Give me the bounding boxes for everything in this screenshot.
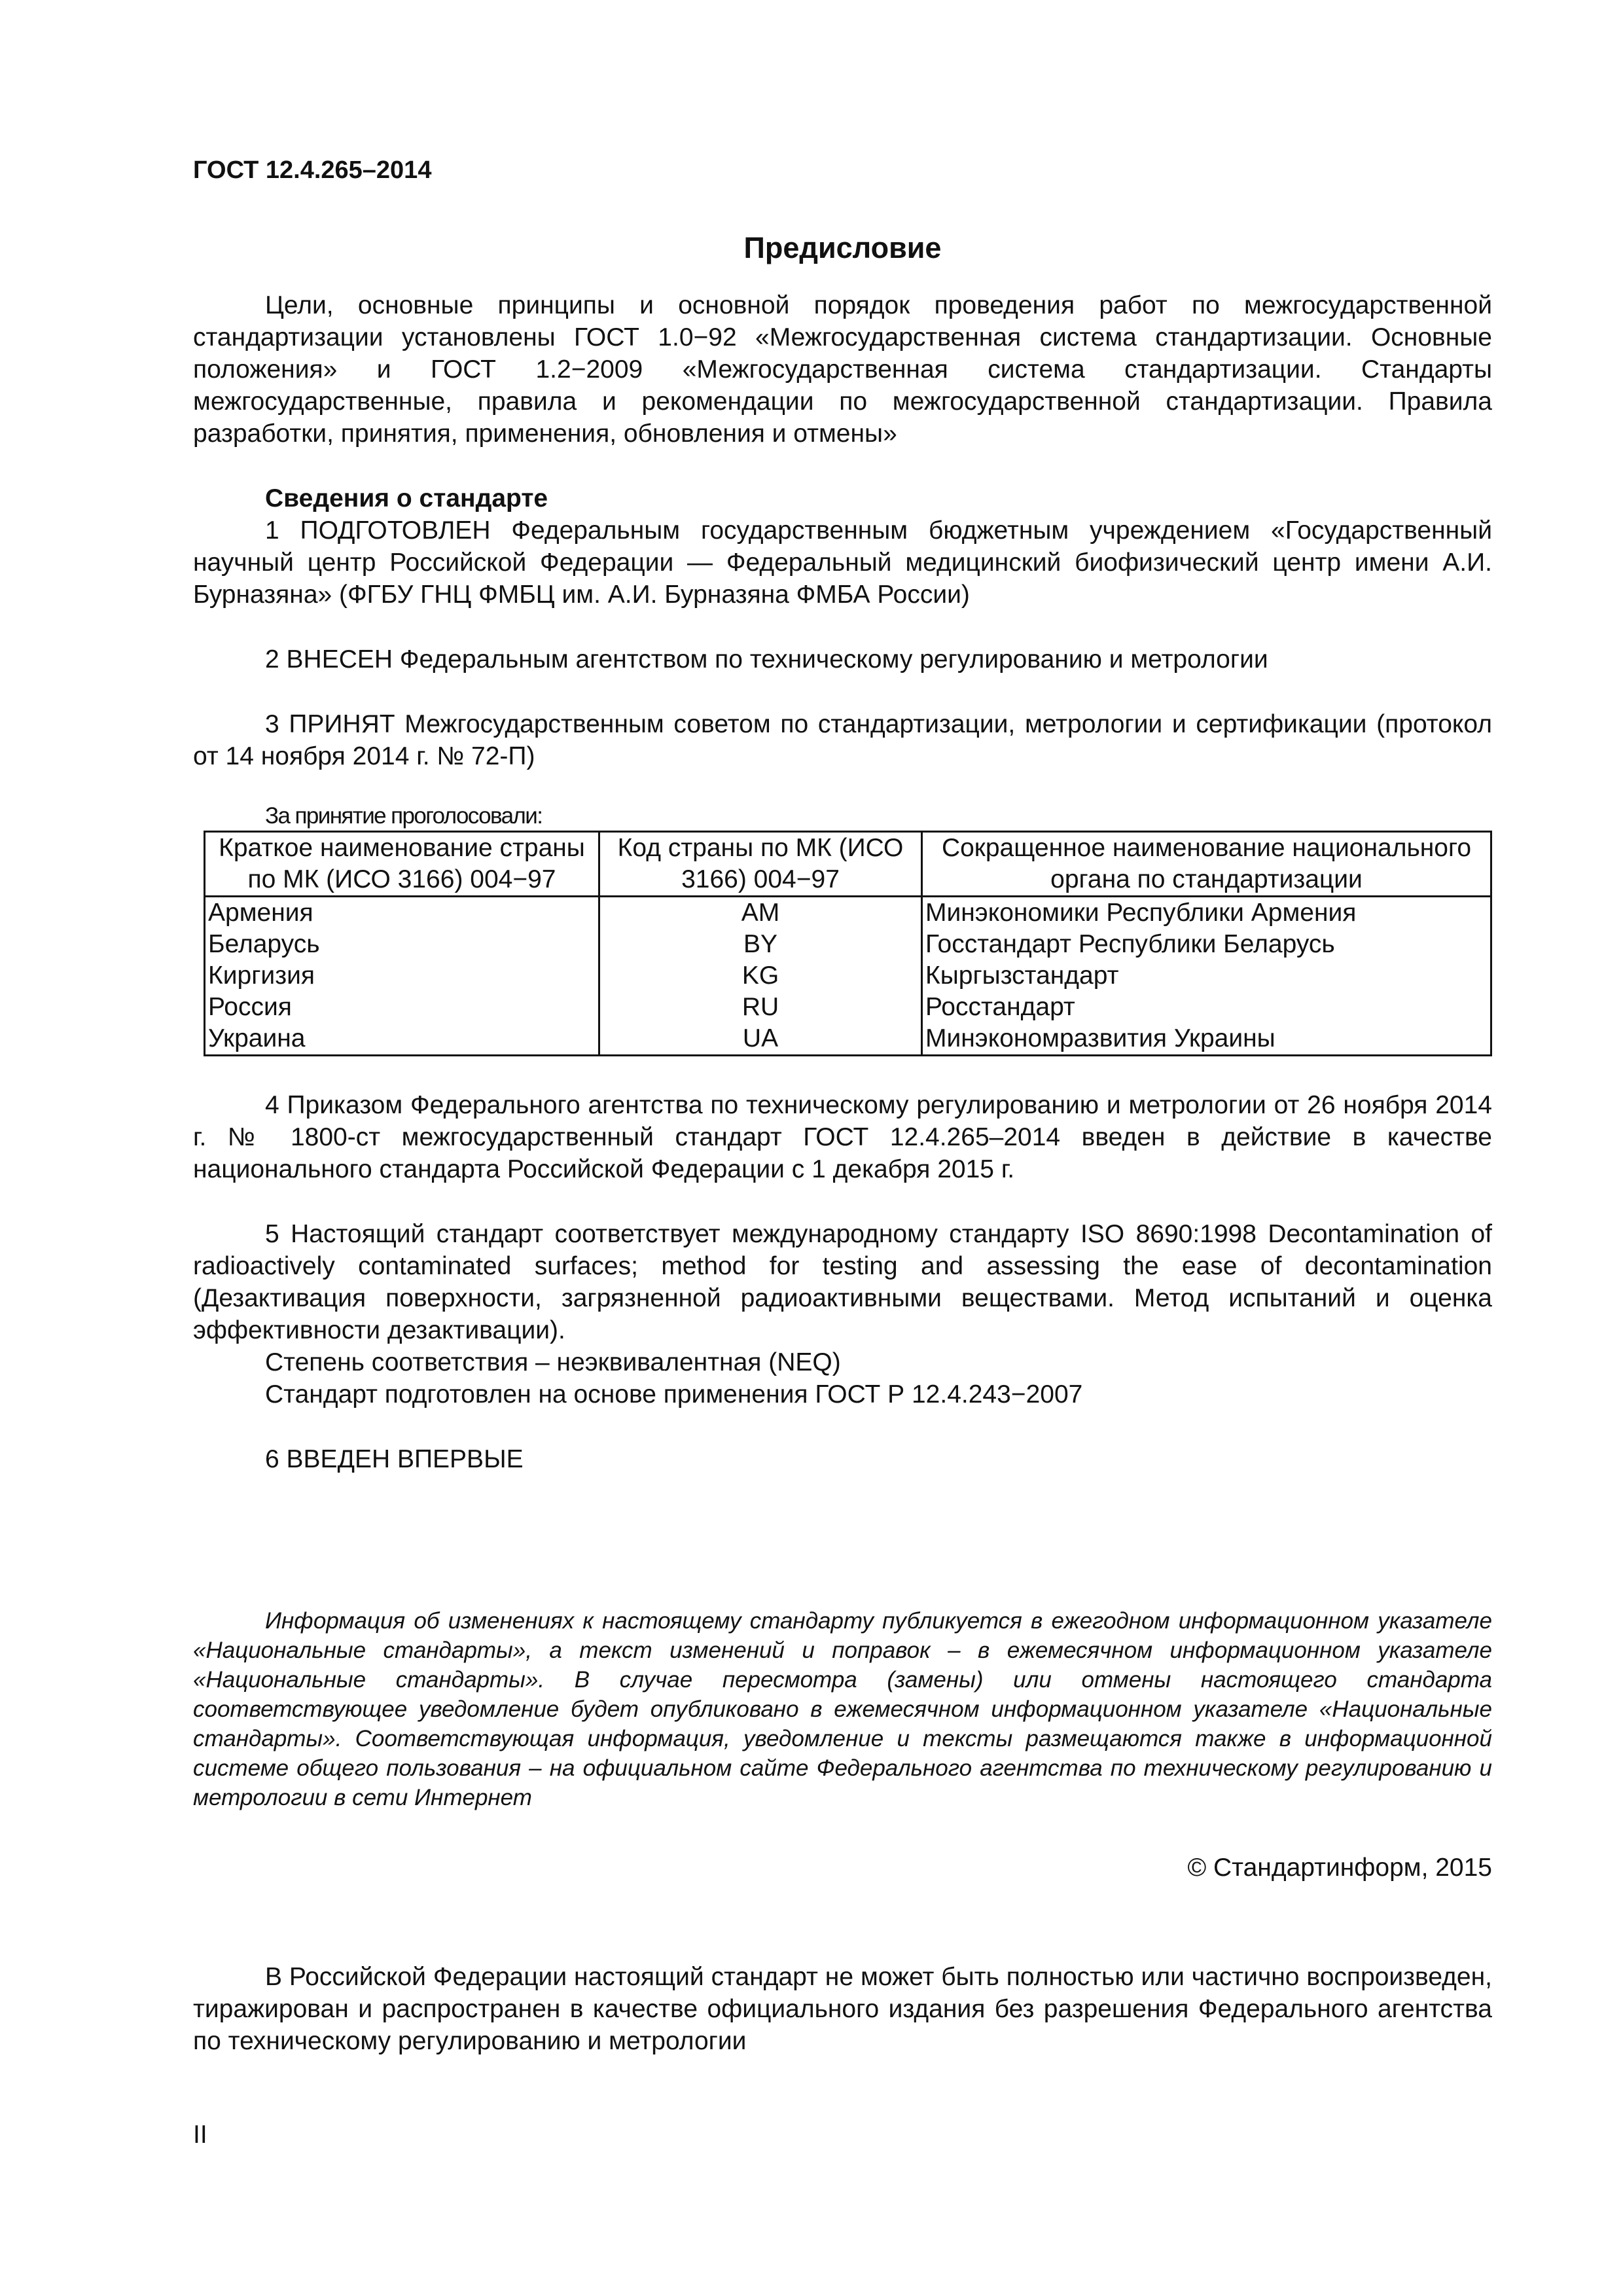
document-header: ГОСТ 12.4.265–2014 [193, 156, 432, 184]
standards-body-cell: Минэкономразвития Украины [922, 1023, 1491, 1056]
country-cell: Беларусь [205, 929, 599, 960]
voting-table [204, 831, 1492, 1056]
country-code-cell: RU [599, 992, 922, 1023]
copyright-line: © Стандартинформ, 2015 [1187, 1854, 1492, 1882]
country-code-cell: AM [599, 897, 922, 929]
item-5-degree: Степень соответствия – неэквивалентная (NEQ) [265, 1348, 841, 1376]
item-3-paragraph: 3 ПРИНЯТ Межгосударственным советом по стандартизации, метрологии и сертификации (протокол от 14 ноября 2014 г. № 72-П) [193, 710, 1492, 770]
reproduction-notice: В Российской Федерации настоящий стандарт не может быть полностью или частично воспроизведен, тиражирован и распространен в качестве официального издания без разрешения Федерального агентства по техническому регулированию и метрологии [193, 1963, 1492, 2055]
page-number: II [193, 2121, 207, 2149]
standards-body-cell: Минэкономики Республики Армения [922, 897, 1491, 929]
standards-body-cell: Госстандарт Республики Беларусь [922, 929, 1491, 960]
table-row [205, 992, 1491, 1023]
table-row [205, 960, 1491, 992]
column-header-body: Сокращенное наименование национального органа по стандартизации [922, 832, 1491, 897]
country-cell: Киргизия [205, 960, 599, 992]
table-row [205, 929, 1491, 960]
country-cell: Украина [205, 1023, 599, 1056]
intro-paragraph: Цели, основные принципы и основной порядок проведения работ по межгосударственной стандартизации установлены ГОСТ 1.0−92 «Межгосударственная система стандартизации. Основные положения» и ГОСТ 1.2−2009 «Межгосударственная система стандартизации. Стандарты межгосударственные, правила и рекомендации по межгосударственной стандартизации. Правила разработки, принятия, применения, обновления и отмены» [193, 291, 1492, 448]
item-5-basis: Стандарт подготовлен на основе применения ГОСТ Р 12.4.243−2007 [265, 1380, 1083, 1408]
country-code-cell: UA [599, 1023, 922, 1056]
item-4-paragraph: 4 Приказом Федерального агентства по техническому регулированию и метрологии от 26 ноября 2014 г. № 1800-ст межгосударственный стандарт ГОСТ 12.4.265–2014 введен в действие в качестве национального стандарта Российской Федерации с 1 декабря 2015 г. [193, 1091, 1492, 1183]
column-header-country: Краткое наименование страны по МК (ИСО 3166) 004−97 [205, 832, 599, 897]
item-2-paragraph: 2 ВНЕСЕН Федеральным агентством по техническому регулированию и метрологии [265, 645, 1268, 673]
section-heading: Сведения о стандарте [265, 484, 548, 512]
vote-caption: За принятие проголосовали: [265, 803, 543, 829]
table-row [205, 1023, 1491, 1056]
country-cell: Армения [205, 897, 599, 929]
page-title: Предисловие [743, 231, 942, 264]
table-header-row [205, 832, 1491, 897]
standards-body-cell: Росстандарт [922, 992, 1491, 1023]
changes-info-notice: Информация об изменениях к настоящему стандарту публикуется в ежегодном информационном указателе «Национальные стандарты», а текст изменений и поправок – в ежемесячном информационном указателе «Национальные стандарты». В случае пересмотра (замены) или отмены настоящего стандарта соответствующее уведомление будет опубликовано в ежемесячном информационном указателе «Национальные стандарты». Соответствующая информация, уведомление и тексты размещаются также в информационной системе общего пользования – на официальном сайте Федерального агентства по техническому регулированию и метрологии в сети Интернет [193, 1608, 1492, 1810]
country-cell: Россия [205, 992, 599, 1023]
document-page [193, 154, 1492, 2057]
column-header-code: Код страны по МК (ИСО 3166) 004−97 [599, 832, 922, 897]
country-code-cell: KG [599, 960, 922, 992]
table-row [205, 897, 1491, 929]
standards-body-cell: Кыргызстандарт [922, 960, 1491, 992]
country-code-cell: BY [599, 929, 922, 960]
item-1-paragraph: 1 ПОДГОТОВЛЕН Федеральным государственным бюджетным учреждением «Государственный научный центр Российской Федерации — Федеральный медицинский биофизический центр имени А.И. Бурназяна» (ФГБУ ГНЦ ФМБЦ им. А.И. Бурназяна ФМБА России) [193, 516, 1492, 609]
item-6-paragraph: 6 ВВЕДЕН ВПЕРВЫЕ [265, 1445, 524, 1473]
item-5-paragraph: 5 Настоящий стандарт соответствует международному стандарту ISO 8690:1998 Decontamination of radioactively contaminated surfaces; method for testing and assessing the ease of decontamination (Дезактивация поверхности, загрязненной радиоактивными веществами. Метод испытаний и оценка эффективности дезактивации). [193, 1220, 1492, 1344]
